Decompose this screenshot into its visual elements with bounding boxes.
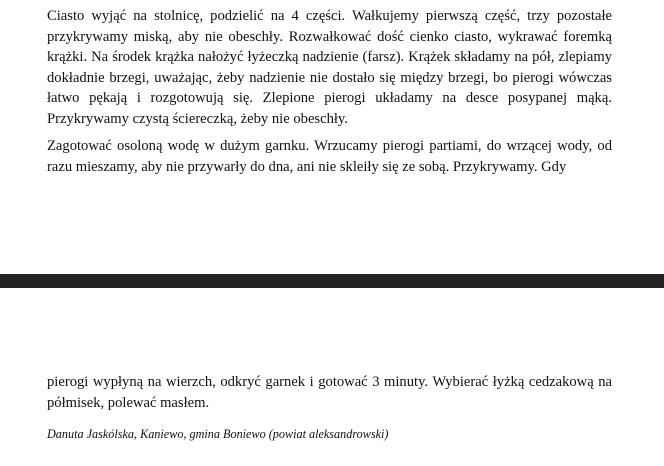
recipe-paragraph-dough: Ciasto wyjąć na stolnicę, podzielić na 4 części. Wałkujemy pierwszą część, trzy pozostałe przykrywamy miską, aby nie obeschły. Rozwałkować dość cienko ciasto, wykrawać foremką krążki. Na środek krążka nałożyć łyżeczką nadzienie (farsz). Krążek składamy na pół, zlepiamy dokładnie brzegi, uważając, żeby nadzienie nie dostało się między brzegi, bo pierogi wówczas łatwo pękają i rozgotowują się. Zlepione pierogi układamy na desce posypanej mąką. Przykrywamy czystą ściereczką, żeby nie obeschły.: [47, 8, 612, 127]
author-signature: Danuta Jaskólska, Kaniewo, gmina Boniewo (powiat aleksandrowski): [47, 427, 389, 441]
document-page-bottom: [0, 288, 664, 466]
recipe-paragraph-serving: pierogi wypłyną na wierzch, odkryć garnek i gotować 3 minuty. Wybierać łyżką cedzakową na półmisek, polewać masłem.: [47, 374, 612, 411]
recipe-paragraph-boiling: Zagotować osoloną wodę w dużym garnku. Wrzucamy pierogi partiami, do wrzącej wody, od razu mieszamy, aby nie przywarły do dna, ani nie skleiły się ze sobą. Przykrywamy. Gdy: [47, 138, 612, 175]
page-separator: [0, 274, 664, 288]
